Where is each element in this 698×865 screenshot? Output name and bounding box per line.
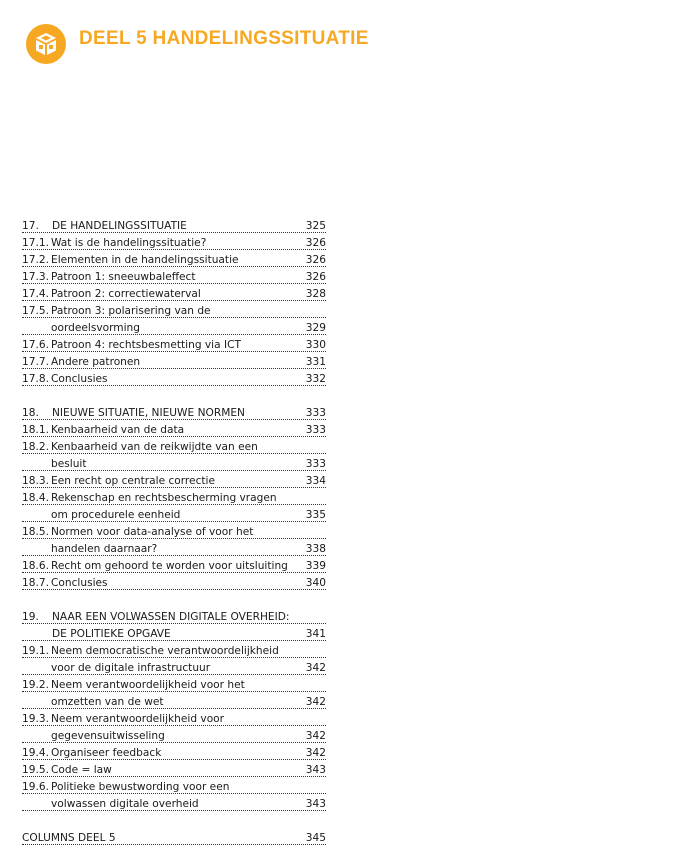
toc-title: NAAR EEN VOLWASSEN DIGITALE OVERHEID: — [52, 611, 290, 623]
toc-page-number: 342 — [303, 696, 326, 708]
toc-page-number: 326 — [303, 254, 326, 266]
toc-title: Elementen in de handelingssituatie — [51, 254, 239, 266]
toc-entry[interactable] — [22, 235, 326, 252]
toc-row — [22, 507, 326, 524]
toc-page-number: 333 — [303, 424, 326, 436]
toc-number: 18.2. — [22, 441, 49, 453]
toc-number: 19.3. — [22, 713, 49, 725]
toc-title: besluit — [51, 458, 87, 470]
toc-page-number: 343 — [303, 764, 326, 776]
toc-entry[interactable] — [22, 371, 326, 388]
toc-title: Organiseer feedback — [51, 747, 162, 759]
toc-title: NIEUWE SITUATIE, NIEUWE NORMEN — [52, 407, 245, 419]
page-header — [26, 24, 369, 64]
toc-page-number: 332 — [303, 373, 326, 385]
toc-title: Wat is de handelingssituatie? — [51, 237, 207, 249]
toc-title: DE HANDELINGSSITUATIE — [52, 220, 187, 232]
toc-entry[interactable] — [22, 252, 326, 269]
toc-number: 18. — [22, 407, 39, 419]
toc-title: COLUMNS DEEL 5 — [22, 832, 116, 844]
toc-page-number: 326 — [303, 271, 326, 283]
dotted-leader — [22, 793, 326, 794]
toc-row — [22, 830, 326, 847]
toc-number: 17.6. — [22, 339, 49, 351]
toc-row — [22, 422, 326, 439]
toc-title: DE POLITIEKE OPGAVE — [52, 628, 171, 640]
toc-title: Een recht op centrale correctie — [51, 475, 216, 487]
toc-entry[interactable] — [22, 422, 326, 439]
toc-number: 18.6. — [22, 560, 49, 572]
toc-number: 19.5. — [22, 764, 49, 776]
dotted-leader — [22, 844, 326, 845]
dotted-leader — [22, 708, 326, 709]
toc-page-number: 339 — [303, 560, 326, 572]
toc-number: 17.7. — [22, 356, 49, 368]
toc-entry[interactable] — [22, 524, 326, 558]
toc-row — [22, 269, 326, 286]
toc-row — [22, 524, 326, 541]
toc-entry[interactable] — [22, 643, 326, 677]
toc-page-number: 331 — [303, 356, 326, 368]
dotted-leader — [22, 538, 326, 539]
toc-entry[interactable] — [22, 779, 326, 813]
toc-page-number: 330 — [303, 339, 326, 351]
toc-row — [22, 218, 326, 235]
toc-page-number: 335 — [303, 509, 326, 521]
toc-title: Patroon 2: correctiewaterval — [51, 288, 201, 300]
toc-page-number: 345 — [303, 832, 326, 844]
toc-page-number: 328 — [303, 288, 326, 300]
toc-number: 19.6. — [22, 781, 49, 793]
toc-gap — [22, 592, 326, 609]
toc-title: Conclusies — [51, 373, 108, 385]
toc-row — [22, 371, 326, 388]
toc-page-number: 325 — [303, 220, 326, 232]
toc-title: gegevensuitwisseling — [51, 730, 165, 742]
dotted-leader — [22, 351, 326, 352]
dotted-leader — [22, 368, 326, 369]
toc-row — [22, 354, 326, 371]
toc-row — [22, 677, 326, 694]
dotted-leader — [22, 436, 326, 437]
toc-entry[interactable] — [22, 286, 326, 303]
dotted-leader — [22, 725, 326, 726]
toc-row — [22, 558, 326, 575]
toc-number: 18.1. — [22, 424, 49, 436]
dotted-leader — [22, 487, 326, 488]
toc-row — [22, 643, 326, 660]
toc-title: Patroon 4: rechtsbesmetting via ICT — [51, 339, 241, 351]
toc-entry[interactable] — [22, 337, 326, 354]
toc-row — [22, 626, 326, 643]
toc-title: voor de digitale infrastructuur — [51, 662, 211, 674]
toc-number: 19. — [22, 611, 39, 623]
toc-title: Kenbaarheid van de data — [51, 424, 185, 436]
toc-title: omzetten van de wet — [51, 696, 164, 708]
toc-number: 18.3. — [22, 475, 49, 487]
toc-row — [22, 252, 326, 269]
toc-row — [22, 694, 326, 711]
toc-row — [22, 745, 326, 762]
page-title: DEEL 5 HANDELINGSSITUATIE — [79, 28, 369, 49]
toc-page-number: 329 — [303, 322, 326, 334]
dotted-leader — [22, 334, 326, 335]
dotted-leader — [22, 453, 326, 454]
toc-row — [22, 541, 326, 558]
toc-title: volwassen digitale overheid — [51, 798, 199, 810]
toc-entry[interactable] — [22, 269, 326, 286]
toc-row — [22, 337, 326, 354]
toc-row — [22, 473, 326, 490]
toc-number: 18.5. — [22, 526, 49, 538]
toc-number: 17.5. — [22, 305, 49, 317]
toc-row — [22, 728, 326, 745]
toc-title: Neem democratische verantwoordelijkheid — [51, 645, 279, 657]
toc-title: Politieke bewustwording voor een — [51, 781, 230, 793]
toc-number: 18.4. — [22, 492, 49, 504]
toc-row — [22, 320, 326, 337]
toc-entry[interactable] — [22, 303, 326, 337]
toc-chapter[interactable] — [22, 830, 326, 847]
toc-title: Andere patronen — [51, 356, 141, 368]
toc-row — [22, 456, 326, 473]
toc-entry[interactable] — [22, 558, 326, 575]
toc-row — [22, 439, 326, 456]
dotted-leader — [22, 317, 326, 318]
toc-page-number: 340 — [303, 577, 326, 589]
toc-page-number: 343 — [303, 798, 326, 810]
toc-number: 17.8. — [22, 373, 49, 385]
dotted-leader — [22, 623, 326, 624]
toc-chapter[interactable] — [22, 405, 326, 422]
toc-row — [22, 303, 326, 320]
toc-entry[interactable] — [22, 745, 326, 762]
toc-number: 17.1. — [22, 237, 49, 249]
dotted-leader — [22, 691, 326, 692]
toc-entry[interactable] — [22, 490, 326, 524]
toc-row — [22, 796, 326, 813]
toc-chapter[interactable] — [22, 609, 326, 643]
dotted-leader — [22, 470, 326, 471]
dotted-leader — [22, 521, 326, 522]
toc-entry[interactable] — [22, 575, 326, 592]
toc-entry[interactable] — [22, 439, 326, 473]
toc-number: 19.2. — [22, 679, 49, 691]
dotted-leader — [22, 504, 326, 505]
toc-title: Rekenschap en rechtsbescherming vragen — [51, 492, 277, 504]
toc-title: Patroon 1: sneeuwbaleffect — [51, 271, 196, 283]
dotted-leader — [22, 759, 326, 760]
dotted-leader — [22, 572, 326, 573]
toc-title: Patroon 3: polarisering van de — [51, 305, 211, 317]
dotted-leader — [22, 742, 326, 743]
cube-stack-icon — [26, 24, 66, 64]
toc-entry[interactable] — [22, 677, 326, 711]
dotted-leader — [22, 249, 326, 250]
dotted-leader — [22, 283, 326, 284]
dotted-leader — [22, 657, 326, 658]
toc-page-number: 338 — [303, 543, 326, 555]
dotted-leader — [22, 555, 326, 556]
toc-row — [22, 711, 326, 728]
dotted-leader — [22, 266, 326, 267]
toc-page-number: 334 — [303, 475, 326, 487]
dotted-leader — [22, 232, 326, 233]
table-of-contents — [22, 218, 326, 847]
toc-row — [22, 660, 326, 677]
toc-row — [22, 235, 326, 252]
toc-title: Neem verantwoordelijkheid voor — [51, 713, 225, 725]
toc-entry[interactable] — [22, 762, 326, 779]
toc-number: 19.4. — [22, 747, 49, 759]
toc-page-number: 326 — [303, 237, 326, 249]
toc-chapter[interactable] — [22, 218, 326, 235]
toc-title: Recht om gehoord te worden voor uitsluiting — [51, 560, 288, 572]
toc-title: oordeelsvorming — [51, 322, 140, 334]
dotted-leader — [22, 589, 326, 590]
toc-title: Neem verantwoordelijkheid voor het — [51, 679, 245, 691]
toc-page-number: 333 — [303, 407, 326, 419]
dotted-leader — [22, 300, 326, 301]
toc-title: Conclusies — [51, 577, 108, 589]
toc-entry[interactable] — [22, 354, 326, 371]
toc-page-number: 342 — [303, 730, 326, 742]
toc-number: 17.3. — [22, 271, 49, 283]
toc-title: Code = law — [51, 764, 112, 776]
toc-number: 19.1. — [22, 645, 49, 657]
toc-gap — [22, 388, 326, 405]
toc-entry[interactable] — [22, 711, 326, 745]
toc-gap — [22, 813, 326, 830]
toc-row — [22, 286, 326, 303]
toc-row — [22, 779, 326, 796]
toc-row — [22, 575, 326, 592]
toc-row — [22, 762, 326, 779]
toc-page-number: 342 — [303, 662, 326, 674]
dotted-leader — [22, 674, 326, 675]
dotted-leader — [22, 385, 326, 386]
toc-number: 17. — [22, 220, 39, 232]
toc-title: Normen voor data-analyse of voor het — [51, 526, 254, 538]
toc-title: om procedurele eenheid — [51, 509, 181, 521]
toc-row — [22, 609, 326, 626]
toc-number: 18.7. — [22, 577, 49, 589]
toc-title: handelen daarnaar? — [51, 543, 158, 555]
dotted-leader — [22, 640, 326, 641]
toc-page-number: 342 — [303, 747, 326, 759]
toc-entry[interactable] — [22, 473, 326, 490]
toc-page-number: 341 — [303, 628, 326, 640]
toc-number: 17.2. — [22, 254, 49, 266]
dotted-leader — [22, 810, 326, 811]
toc-page-number: 333 — [303, 458, 326, 470]
dotted-leader — [22, 776, 326, 777]
toc-title: Kenbaarheid van de reikwijdte van een — [51, 441, 258, 453]
toc-row — [22, 490, 326, 507]
toc-row — [22, 405, 326, 422]
toc-number: 17.4. — [22, 288, 49, 300]
dotted-leader — [22, 419, 326, 420]
